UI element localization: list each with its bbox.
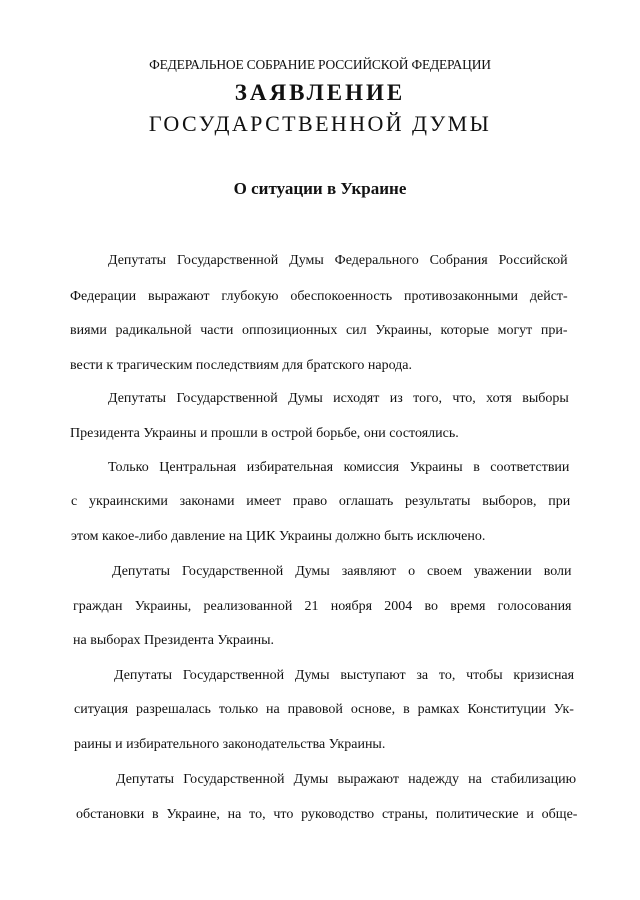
body-line: Президента Украины и прошли в острой борьбе, они состоялись. [70,426,459,441]
body-line: Депутаты Государственной Думы выражают надежду на стабилизацию [116,772,577,787]
header-issuing-body: ГОСУДАРСТВЕННОЙ ДУМЫ [148,111,492,136]
header-document-type: ЗАЯВЛЕНИЕ [234,80,406,105]
body-line: Федерации выражают глубокую обеспокоенность противозаконными дейст- [70,289,568,304]
body-line: этом какое-либо давление на ЦИК Украины должно быть исключено. [71,529,486,544]
body-line: Депутаты Государственной Думы исходят из того, что, хотя выборы [108,391,569,406]
body-line: Депутаты Государственной Думы выступают за то, чтобы кризисная [114,668,575,683]
body-line: граждан Украины, реализованной 21 ноября 2004 во время голосования [73,599,572,614]
body-line: на выборах Президента Украины. [73,633,274,648]
body-line: вести к трагическим последствиям для братского народа. [70,358,413,373]
body-line: обстановки в Украине, на то, что руководство страны, политические и обще- [76,807,578,822]
body-line: Только Центральная избирательная комиссия Украины в соответствии [108,460,570,475]
body-line: виями радикальной части оппозиционных сил Украины, которые могут при- [70,323,568,338]
body-line: ситуация разрешалась только на правовой основе, в рамках Конституции Ук- [74,702,574,717]
header-organization: ФЕДЕРАЛЬНОЕ СОБРАНИЕ РОССИЙСКОЙ ФЕДЕРАЦИИ [149,57,491,72]
body-line: Депутаты Государственной Думы заявляют о своем уважении воли [112,564,572,579]
body-line: раины и избирательного законодательства Украины. [74,737,386,752]
body-line: Депутаты Государственной Думы Федерального Собрания Российской [108,253,568,268]
body-line: с украинскими законами имеет право оглашать результаты выборов, при [71,494,571,509]
document-title: О ситуации в Украине [233,179,407,198]
